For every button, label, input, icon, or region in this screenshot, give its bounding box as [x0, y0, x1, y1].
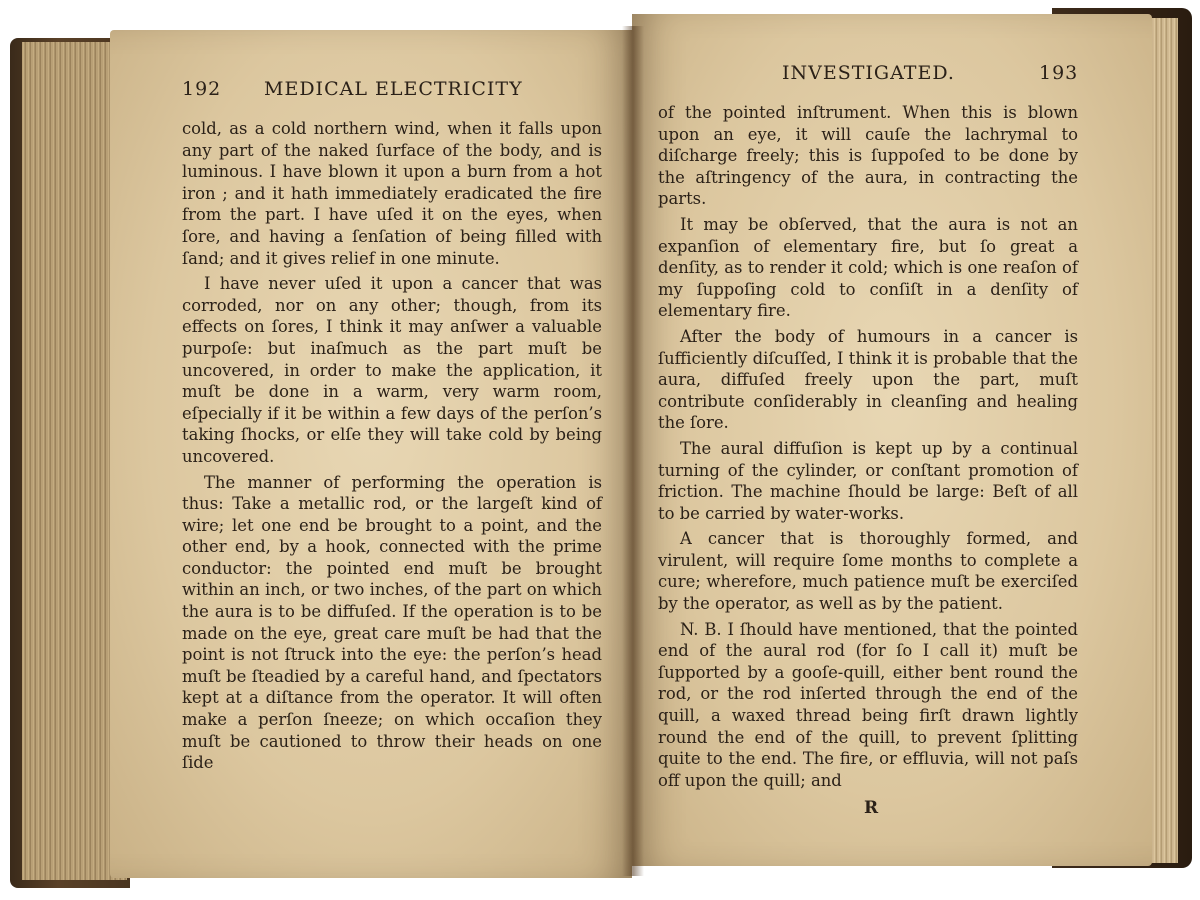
signature-mark: R: [864, 798, 879, 818]
left-paragraph: The manner of performing the operation is thus: Take a metallic rod, or the largeſt kind of wire; let one end be brought to a point, and the other end, by a hook, connected with the prime conductor: the pointed end muſt be brought within an inch, or two inches, of the part on which the aura is to be diffuſed. If the operation is to be made on the eye, great care muſt be had that the point is not ſtruck into the eye: the perſon’s head muſt be ſteadied by a careful hand, and ſpectators kept at a diſtance from the operator. It will often make a perſon ſneeze; on which occaſion they muſt be cautioned to throw their heads on one ſide: [182, 472, 602, 773]
right-paragraph: The aural diffuſion is kept up by a continual turning of the cylinder, or conſtant promotion of friction. The machine ſhould be large: Beſt of all to be carried by water-works.: [658, 438, 1078, 523]
right-paragraph: of the pointed inſtrument. When this is blown upon an eye, it will cauſe the lachrymal to diſcharge freely; this is ſuppoſed to be done by the aſtringency of the aura, in contracting the parts.: [658, 103, 1078, 209]
left-page-text: [182, 118, 602, 778]
left-page: [110, 30, 632, 878]
right-paragraph: It may be obſerved, that the aura is not an expanſion of elementary fire, but ſo great a denſity, as to render it cold; which is one reaſon of my ſuppoſing cold to conſiſt in a denſity of elementary fire.: [658, 214, 1078, 321]
open-book: [10, 8, 1192, 892]
right-page-number: 193: [1039, 62, 1079, 84]
right-paragraph: After the body of humours in a cancer is ſufficiently diſcuſſed, I think it is probable that the aura, diffuſed freely upon the part, muſt contribute conſiderably in cleanſing and healing the ſore.: [658, 326, 1078, 433]
left-running-head: MEDICAL ELECTRICITY: [264, 78, 523, 100]
right-paragraph: A cancer that is thoroughly formed, and virulent, will require ſome months to complete a cure; wherefore, much patience muſt be exerciſed by the operator, as well as by the patient.: [658, 529, 1078, 614]
left-paragraph: I have never uſed it upon a cancer that was corroded, nor on any other; though, from its effects on ſores, I think it may anſwer a valuable purpoſe: but inaſmuch as the part muſt be uncovered, in order to make the application, it muſt be done in a warm, very warm room, eſpecially if it be within a few days of the perſon’s taking ſhocks, or elſe they will take cold by being uncovered.: [182, 274, 602, 466]
right-running-head: INVESTIGATED.: [782, 62, 955, 84]
right-page-text: [658, 102, 1078, 795]
left-page-number: 192: [182, 78, 222, 100]
book-gutter: [622, 26, 644, 876]
left-paragraph: cold, as a cold northern wind, when it falls upon any part of the naked ſurface of the body, and is luminous. I have blown it upon a burn from a hot iron ; and it hath immediately eradicated the fire from the part. I have uſed it on the eyes, when ſore, and having a ſenſation of being filled with ſand; and it gives relief in one minute.: [182, 119, 602, 268]
right-page: [632, 14, 1152, 866]
right-paragraph: N. B. I ſhould have mentioned, that the pointed end of the aural rod (for ſo I call it) muſt be ſupported by a gooſe-quill, either bent round the rod, or the rod inſerted through the end of the quill, a waxed thread being firſt drawn lightly round the end of the quill, to prevent ſplitting quite to the end. The fire, or effluvia, will not paſs off upon the quill; and: [658, 619, 1078, 790]
